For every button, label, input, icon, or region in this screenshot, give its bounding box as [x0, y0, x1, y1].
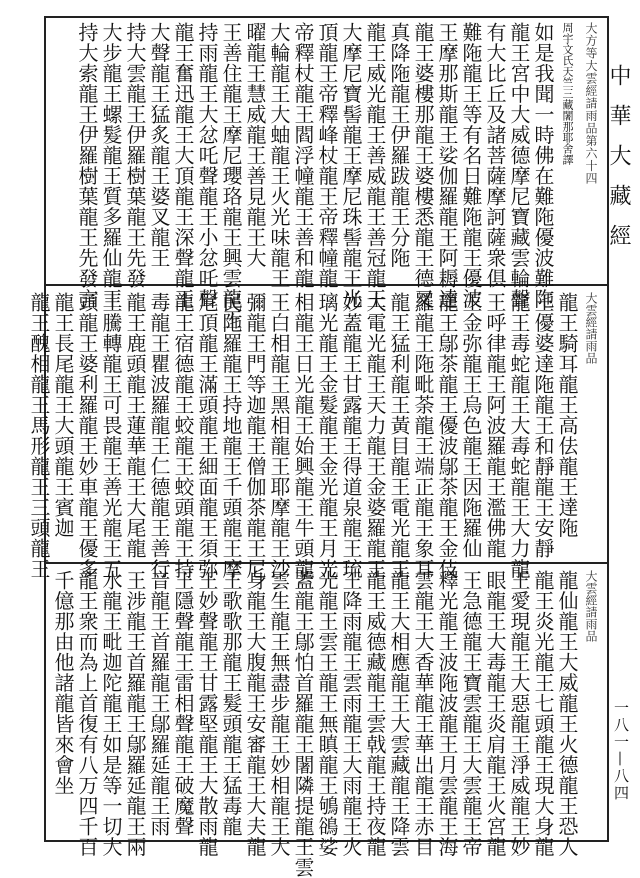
text-column: 王愛現龍王大惡龍王淨威龍王妙	[507, 570, 531, 857]
text-column: 龍王毒蛇龍王大毒蛇龍王大力龍	[507, 292, 531, 579]
text-column: 大輪龍王大蚰龍王火光味龍王	[267, 22, 291, 289]
text-column: 王白相龍王黑相龍王耶摩龍王沙	[267, 292, 291, 579]
text-column: 光龍王雲王龍王無瞋龍王鴝鵒娑	[315, 570, 339, 857]
text-column: 王涉龍王首羅龍王鄔羅延龍王兩	[123, 570, 147, 857]
text-column: 尼頂龍王滿頭龍王細面龍王須弥	[195, 292, 219, 579]
text-column: 身龍王大腹龍王安審龍王大夫龍	[243, 570, 267, 857]
text-column: 大電光龍王天力龍王金婆羅龍王	[363, 292, 387, 579]
text-column: 王呼律龍王阿波羅龍王濫佛龍	[483, 292, 507, 559]
text-column: 釋光龍王波陁波龍王月雲龍王海	[435, 570, 459, 857]
text-column: 龍王炎光龍王七頭龍王現大身龍	[531, 570, 555, 857]
text-column: 民陁羅龍王持地龍王千頭龍王摩	[219, 292, 243, 579]
text-column: 持大索龍王伊羅樹葉龍王先發言	[75, 22, 99, 309]
text-column: 蓋龍王鄔怕首羅龍王闍隣提龍王雲	[291, 570, 315, 878]
text-column: 龍王醜相龍王馬形龍王三頭龍王	[27, 292, 51, 579]
text-column: 龍王衆而為上首復有八万四千百	[75, 570, 99, 857]
text-column: 彌龍王門等迦龍王僧伽茶龍王尼	[243, 292, 267, 579]
panel-2	[27, 292, 602, 579]
panel-3	[50, 570, 602, 878]
text-column: 頭龍王婆利羅龍王妙車龍王優多	[75, 292, 99, 579]
text-column: 王金弥龍王烏色龍王因陁羅仙	[459, 292, 483, 559]
panel-1	[50, 22, 602, 330]
text-column: 水龍王毗迦陀龍王如是等一切大	[99, 570, 123, 857]
text-column: 龍王宿德龍王蛟龍王蛟頭龍王持	[171, 292, 195, 579]
text-column: 大摩尼寶髻龍王摩尼珠髻龍王光	[339, 22, 363, 309]
text-column: 難陁龍王等有名日難陁龍王優波	[459, 22, 483, 309]
text-column: 如是我聞一時佛在難陁優波難陁	[531, 22, 555, 309]
side-title: 中華大藏經	[606, 64, 631, 264]
text-column: 王優婆達陁龍王和靜龍王安靜	[531, 292, 555, 559]
text-column: 王隱聲龍王雷相聲龍王破魔聲	[171, 570, 195, 837]
text-column: 雲生龍王無盡步龍王妙相龍王大	[267, 570, 291, 857]
text-column: 龍王大相應龍王大雲藏龍王降雲	[387, 570, 411, 857]
text-column: 雲龍王大香華龍王華出龍王赤目	[411, 570, 435, 857]
text-column: 龍王婆樓那龍王婆樓悉龍王德叉	[411, 22, 435, 309]
text-column: 持雨龍王大忿吒聲龍王小忿吒聲	[195, 22, 219, 309]
text-column: 龍王威光龍王善威龍王善冠龍王	[363, 22, 387, 309]
sutra-title: 大方等大雲經請雨品第六十四	[584, 22, 598, 185]
text-column: 頂龍王帝釋峰杖龍王帝釋幢龍	[315, 22, 339, 289]
text-column: 璃光龍王金髮龍王金光龍王月光	[315, 292, 339, 579]
text-column: 真降陁龍王伊羅跋龍王分陁	[387, 22, 411, 268]
text-column: 王妙聲龍王甘露堅龍王大散雨龍	[195, 570, 219, 857]
text-column: 龍王宮中大威德摩尼寶藏雲輪聲	[507, 22, 531, 309]
translator-line: 周宇文氏天竺三藏闍那耶舍譯	[561, 22, 574, 165]
text-column: 眼龍王大毒龍王炎肩龍王火宮龍	[483, 570, 507, 857]
text-column: 龍王騎耳龍王高佉龍王達陁	[555, 292, 579, 538]
text-column: 曜龍王慧威龍王善見龍王大	[243, 22, 267, 268]
text-column: 王善住龍王摩尼瓔珞龍王興雲龍王	[219, 22, 243, 330]
text-column: 王降雨龍王雲雨龍王大雨龍王火	[339, 570, 363, 857]
text-column: 大聲龍王猛炙龍王婆叉龍王	[147, 22, 171, 268]
panel-3-header: 大雲經請雨品	[584, 570, 598, 642]
text-column: 相龍王日光龍王始興龍王牛頭龍	[291, 292, 315, 579]
text-column: 妙蓋龍王甘露龍王得道泉龍王琉	[339, 292, 363, 579]
text-column: 有大比丘及諸菩薩摩訶薩衆俱	[483, 22, 507, 289]
text-column: 龍王奮迅龍王大頂龍王深聲龍王	[171, 22, 195, 309]
page-number: 一八一—八四	[612, 700, 630, 802]
text-column: 音龍王首羅龍王鄔羅延龍王雨	[147, 570, 171, 837]
text-column: 王騰轉龍王可畏龍王善光龍王五	[99, 292, 123, 579]
text-column: 羅龍王陁毗荼龍王端正龍王象耳	[411, 292, 435, 579]
text-column: 龍王鹿頭龍王蓮華龍王大尾龍	[123, 292, 147, 559]
text-column: 千億那由他諸龍皆來會坐	[51, 570, 75, 796]
text-column: 持大雲龍王伊羅樹葉龍王先發	[123, 22, 147, 289]
text-column: 王急德龍王寶雲龍王大雲龍王帝	[459, 570, 483, 857]
text-column: 龍王威德藏龍王雲戟龍王持夜龍	[363, 570, 387, 857]
text-column: 王摩那斯龍王娑伽羅龍王阿耨達	[435, 22, 459, 309]
text-column: 大步龍王螺髮龍王質多羅仙龍王	[99, 22, 123, 309]
text-column: 龍王鄔茶龍王優波鄔茶龍王金伎	[435, 292, 459, 579]
text-column: 帝釋杖龍王閻浮幢龍王善和龍	[291, 22, 315, 289]
text-column: 王歌歌那龍王髮頭龍王猛毒龍	[219, 570, 243, 837]
text-column: 龍王長尾龍王大頭龍王賓迦	[51, 292, 75, 538]
text-column: 毒龍王瞿波羅龍王仁德龍王善行	[147, 292, 171, 579]
text-column: 龍王猛利龍王黃目龍王電光龍王	[387, 292, 411, 579]
panel-2-header: 大雲經請雨品	[584, 292, 598, 364]
text-column: 龍仙龍王大威龍王火德龍王恐人	[555, 570, 579, 857]
